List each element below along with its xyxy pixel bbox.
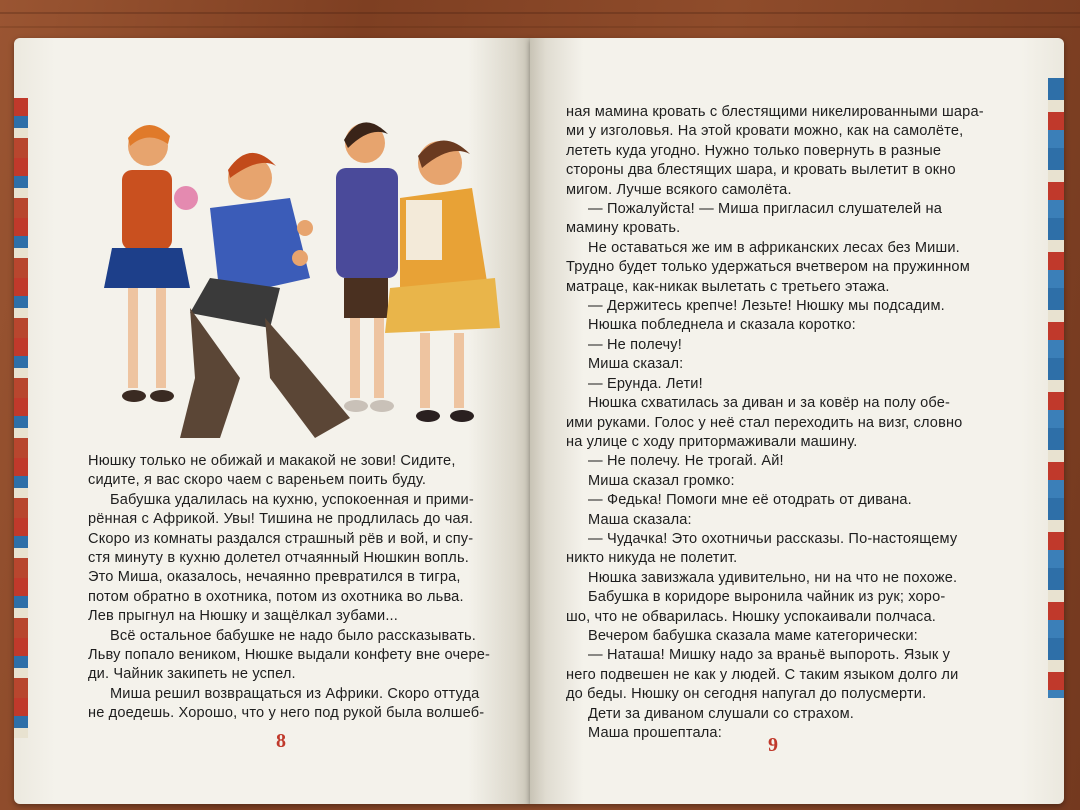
text-line: никто никуда не полетит.: [566, 550, 738, 567]
open-book: [14, 38, 1064, 804]
text-line: Миша решил возвращаться из Африки. Скоро оттуда: [110, 685, 480, 702]
text-line: не доедешь. Хорошо, что у него под рукой была волшеб-: [88, 705, 485, 722]
text-line: рённая с Африкой. Увы! Тишина не продлилась до чая.: [88, 511, 474, 528]
text-line: — Наташа! Мишку надо за враньё выпороть. Язык у: [588, 647, 951, 664]
text-line: Всё остальное бабушке не надо было рассказывать.: [110, 627, 477, 644]
text-line: мигом. Лучше всякого самолёта.: [566, 181, 792, 198]
text-line: Нюшка завизжала удивительно, ни на что не похоже.: [588, 569, 958, 586]
text-line: Бабушка удалилась на кухню, успокоенная и прими-: [110, 491, 474, 508]
text-line: Не оставаться же им в африканских лесах без Миши.: [588, 239, 960, 256]
text-line: сидите, я вас скоро чаем с вареньем поить буду.: [88, 472, 427, 489]
text-line: — Федька! Помоги мне её отодрать от дивана.: [588, 492, 912, 509]
text-line: ная мамина кровать с блестящими никелированными шара-: [566, 104, 984, 120]
text-line: Вечером бабушка сказала маме категорически:: [588, 627, 918, 644]
text-line: лететь куда угодно. Нужно только повернуть в разные: [566, 142, 942, 159]
text-line: стя минуту в кухню долетел отчаянный Нюшкин вопль.: [88, 550, 469, 567]
text-line: Лев прыгнул на Нюшку и защёлкал зубами...: [88, 608, 398, 625]
text-line: на улице с ходу притормаживали машину.: [566, 433, 858, 450]
text-line: Скоро из комнаты раздался страшный рёв и вой, и спу-: [88, 530, 474, 547]
page-number-left: 8: [276, 730, 286, 752]
text-line: Миша сказал:: [588, 356, 684, 373]
text-line: Трудно будет только удержаться вчетвером на пружинном: [566, 259, 970, 276]
right-page-text: [566, 103, 988, 743]
text-line: Маша прошептала:: [588, 725, 722, 741]
text-line: Нюшку только не обижай и макакой не зови! Сидите,: [88, 453, 456, 469]
children-illustration: [100, 108, 510, 468]
text-line: — Не полечу. Не трогай. Ай!: [588, 453, 784, 470]
text-line: — Не полечу!: [588, 336, 682, 353]
text-line: — Чудачка! Это охотничьи рассказы. По-настоящему: [588, 530, 958, 547]
text-line: Маша сказала:: [588, 511, 692, 528]
right-page-edge: [1048, 78, 1064, 698]
text-line: Дети за диваном слушали со страхом.: [588, 705, 854, 722]
text-line: него подвешен не как у людей. С таким языком долго ли: [566, 666, 959, 683]
text-line: Льву попало веником, Нюшке выдали конфету вне очере-: [88, 647, 491, 664]
text-line: потом обратно в охотника, потом из охотника во льва.: [88, 588, 464, 605]
text-line: ди. Чайник закипеть не успел.: [88, 666, 296, 683]
text-line: стороны два блестящих шара, и кровать вылетит в окно: [566, 162, 956, 179]
text-line: — Пожалуйста! — Миша пригласил слушателей на: [588, 201, 943, 218]
left-page: [14, 38, 530, 804]
text-line: мамину кровать.: [566, 220, 681, 237]
crouching-boy-figure: [180, 153, 350, 438]
girl-with-doll-figure: [104, 125, 198, 402]
text-line: Бабушка в коридоре выронила чайник из рук; хоро-: [588, 589, 946, 606]
left-page-text: [88, 452, 490, 724]
text-line: матраце, как-никак вылетать с третьего этажа.: [566, 278, 890, 295]
text-line: — Ерунда. Лети!: [588, 375, 703, 392]
text-line: Это Миша, оказалось, нечаянно превратился в тигра,: [88, 569, 461, 586]
standing-boy-figure: [336, 122, 398, 412]
text-line: до беды. Нюшку он сегодня напугал до полусмерти.: [566, 686, 927, 703]
girl-covering-face-figure: [385, 140, 500, 422]
text-line: — Держитесь крепче! Лезьте! Нюшку мы подсадим.: [588, 298, 945, 315]
page-number-right: 9: [768, 734, 778, 756]
text-line: Нюшка побледнела и сказала коротко:: [588, 317, 856, 334]
text-line: Миша сказал громко:: [588, 472, 735, 489]
left-page-edge: [14, 98, 28, 738]
text-line: шо, что не обварилась. Нюшку успокаивали полчаса.: [566, 608, 936, 625]
text-line: Нюшка схватилась за диван и за ковёр на полу обе-: [588, 395, 951, 412]
text-line: ми у изголовья. На этой кровати можно, как на самолёте,: [566, 123, 964, 140]
text-line: ими руками. Голос у неё стал переходить на визг, словно: [566, 414, 963, 431]
